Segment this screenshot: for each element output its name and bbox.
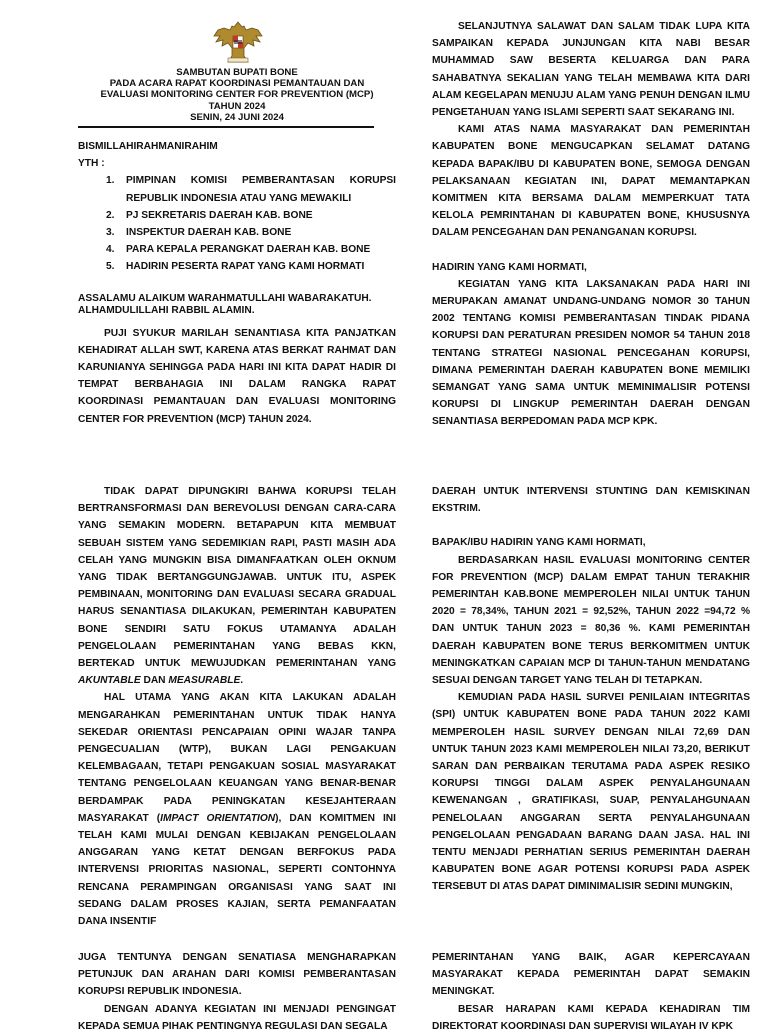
header-line-2: PADA ACARA RAPAT KOORDINASI PEMANTAUAN DAN — [109, 78, 365, 90]
paragraph: PUJI SYUKUR MARILAH SENANTIASA KITA PANJATKAN KEHADIRAT ALLAH SWT, KARENA ATAS BERKAT RAHMAT DAN KARUNIANYA SEHINGGA PADA HARI INI KITA DAPAT HADIR DI TEMPAT BERBAHAGIA INI DALAM RANGKA RAPAT KOORDINASI PEMANTAUAN DAN EVALUASI MONITORING CENTER FOR PREVENTION (MCP) TAHUN 2024. — [78, 327, 396, 425]
header-line-4: TAHUN 2024 — [208, 100, 266, 112]
header-line-5: SENIN, 24 JUNI 2024 — [190, 111, 284, 123]
paragraph: SELANJUTNYA SALAWAT DAN SALAM TIDAK LUPA KITA SAMPAIKAN KEPADA JUNJUNGAN KITA NABI BESAR MUHAMMAD SAW BESERTA KELUARGA DAN PARA SAHABATNYA SEKALIAN YANG TELAH MEMBAWA KITA DARI ALAM KEGELAPAN MENUJU ALAM YANG PENUH DENGAN ILMU PENGETAHUAN YANG ISLAMI SEPERTI SAAT SEKARANG INI. — [432, 21, 750, 119]
paragraph: JUGA TENTUNYA DENGAN SENATIASA MENGHARAPKAN PETUNJUK DAN ARAHAN DARI KOMISI PEMBERANTASAN KORUPSI REPUBLIK INDONESIA. — [78, 952, 396, 998]
header-rule — [78, 126, 374, 128]
paragraph: BESAR HARAPAN KAMI KEPADA KEHADIRAN TIM DIREKTORAT KOORDINASI DAN SUPERVISI WILAYAH IV KPK — [432, 1003, 750, 1032]
hamdalah-line: ALHAMDULILLAHI RABBIL ALAMIN. — [78, 304, 255, 316]
page3-right-column — [432, 949, 750, 1035]
paragraph: BERDASARKAN HASIL EVALUASI MONITORING CENTER FOR PREVENTION (MCP) DALAM EMPAT TAHUN TERAKHIR PEMERINTAH KAB.BONE MEMPEROLEH NILAI UNTUK TAHUN 2020 = 78,34%, TAHUN 2021 = 92,52%, TAHUN 2022 =94,72 % DAN UNTUK TAHUN 2023 = 80,36 %. KAMI PEMERINTAH DAERAH KABUPATEN BONE TERUS BERKOMITMEN UNTUK MENINGKATKAN CAPAIAN MCP DI TAHUN-TAHUN MENDATANG SESUAI DENGAN TARGET YANG TELAH DI TETAPKAN. — [432, 554, 750, 687]
paragraph: HAL UTAMA YANG AKAN KITA LAKUKAN ADALAH MENGARAHKAN PEMERINTAHAN UNTUK TIDAK HANYA SEKEDAR ORIENTASI PENCAPAIAN OPINI WAJAR TANPA PENGECUALIAN (WTP), BUKAN LAGI PENGAKUAN KELEMBAGAAN, TETAPI PENGAKUAN SOSIAL MASYARAKAT TENTANG PENGELOLAAN KEUANGAN YANG BENAR-BENAR BERDAMPAK PADA PENINGKATAN KESEJAHTERAAN MASYARAKAT (IMPACT ORIENTATION), DAN KOMITMEN INI TELAH KAMI MULAI DENGAN KEBIJAKAN PENGELOLAAN ANGGARAN YANG KETAT DENGAN BERFOKUS PADA INTERVENSI PRIORITAS NASIONAL, SEPERTI CONTOHNYA RENCANA PERAMPINGAN ORGANISASI YANG SAAT INI SEDANG DALAM PROSES KAJIAN, SERTA PEMANFAATAN DANA INSENTIF — [78, 692, 396, 928]
yth-label: YTH : — [78, 158, 105, 170]
paragraph: TIDAK DAPAT DIPUNGKIRI BAHWA KORUPSI TELAH BERTRANSFORMASI DAN BEREVOLUSI DENGAN CARA-CARA YANG SEMAKIN MODERN. BETAPAPUN KITA MEMBUAT SEBUAH SISTEM YANG SEDEMIKIAN RAPI, PASTI MASIH ADA CELAH YANG MUNGKIN BISA DIMANFAATKAN OLEH OKNUM YANG TIDAK BERTANGGUNGJAWAB. UNTUK ITU, ASPEK PEMBINAAN, MONITORING DAN EVALUASI SECARA GRADUAL HARUS SENANTIASA DILAKUKAN, PEMERINTAH KABUPATEN BONE SENDIRI SATU FOKUS UTAMANYA ADALAH PENGELOLAAN PEMERINTAHAN YANG BEBAS KKN, BERTEKAD UNTUK MEWUJUDKAN PEMERINTAHAN YANG AKUNTABLE DAN MEASURABLE. — [78, 486, 396, 687]
page1-right-column — [432, 18, 750, 431]
hadirin-greeting: HADIRIN YANG KAMI HORMATI, — [432, 261, 587, 273]
garuda-emblem-icon — [210, 18, 266, 66]
paragraph: KEGIATAN YANG KITA LAKSANAKAN PADA HARI INI MERUPAKAN AMANAT UNDANG-UNDANG NOMOR 30 TAHUN 2002 TENTANG KOMISI PEMBERANTASAN TINDAK PIDANA KORUPSI DAN PERATURAN PRESIDEN NOMOR 54 TAHUN 2018 TENTANG STRATEGI NASIONAL PENCEGAHAN KORUPSI, DIMANA PEMERINTAH DAERAH KABUPATEN BONE MEMILIKI SEMANGAT YANG SAMA UNTUK MEMINIMALISIR POTENSI KORUPSI DI LINGKUP PEMERINTAH DAERAH DENGAN SENANTIASA BERPEDOMAN PADA MCP KPK. — [432, 278, 750, 428]
page2-right-column — [432, 483, 750, 896]
speech-header — [78, 67, 396, 123]
page3-left-column — [78, 949, 396, 1035]
header-line-3: EVALUASI MONITORING CENTER FOR PREVENTION (MCP) — [100, 89, 374, 101]
addressee-list — [78, 172, 396, 275]
paragraph: KEMUDIAN PADA HASIL SURVEI PENILAIAN INTEGRITAS (SPI) UNTUK KABUPATEN BONE PADA TAHUN 2022 KAMI MEMPEROLEH HASIL SURVEY DENGAN NILAI 72,69 DAN UNTUK TAHUN 2023 KAMI MEMPEROLEH NILAI 73,20, BERIKUT SARAN DAN PERBAIKAN TERUTAMA PADA ASPEK RESIKO KORUPSI TINGGI DALAM ASPEK PENYALAHGUNAAN KEWENANGAN , GRATIFIKASI, SUAP, PENYALAHGUNAAN PENELOLAAN ANGGARAN SERTA PENYALAHGUNAAN PENGELOLAAN PENGADAAN BARANG DAAN JASA. HAL INI TENTU MENJADI PERHATIAN SERIUS PEMERINTAH DAERAH KABUPATEN BONE AGAR POTENSI KORUPSI PADA ASPEK TERSEBUT DI ATAS DAPAT DIMINIMALISIR SEDINI MUNGKIN, — [432, 692, 750, 893]
list-item: 5. HADIRIN PESERTA RAPAT YANG KAMI HORMATI — [106, 261, 365, 273]
salam-line: ASSALAMU ALAIKUM WARAHMATULLAHI WABARAKATUH. — [78, 292, 372, 304]
page2-left-column — [78, 483, 396, 930]
opening-basmalah: BISMILLAHIRAHMANIRAHIM — [78, 141, 218, 152]
list-item: 2. PJ SEKRETARIS DAERAH KAB. BONE — [106, 209, 313, 221]
list-item: 1. PIMPINAN KOMISI PEMBERANTASAN KORUPSI REPUBLIK INDONESIA ATAU YANG MEWAKILI — [106, 175, 396, 204]
header-line-1: SAMBUTAN BUPATI BONE — [176, 67, 298, 78]
list-item: 4. PARA KEPALA PERANGKAT DAERAH KAB. BONE — [106, 244, 371, 256]
list-item: 3. INSPEKTUR DAERAH KAB. BONE — [106, 227, 292, 239]
paragraph: PEMERINTAHAN YANG BAIK, AGAR KEPERCAYAAN MASYARAKAT KEPADA PEMERINTAH DAPAT SEMAKIN MENINGKAT. — [432, 952, 750, 998]
paragraph: DENGAN ADANYA KEGIATAN INI MENJADI PENGINGAT KEPADA SEMUA PIHAK PENTINGNYA REGULASI DAN SEGALA — [78, 1003, 396, 1032]
paragraph: DAERAH UNTUK INTERVENSI STUNTING DAN KEMISKINAN EKSTRIM. — [432, 486, 750, 515]
page1-left-column — [78, 138, 396, 428]
hadirin-greeting: BAPAK/IBU HADIRIN YANG KAMI HORMATI, — [432, 537, 646, 549]
paragraph: KAMI ATAS NAMA MASYARAKAT DAN PEMERINTAH KABUPATEN BONE MENGUCAPKAN SELAMAT DATANG KEPADA BAPAK/IBU DI KABUPATEN BONE, SEMOGA DENGAN PELAKSANAAN KEGIATAN INI, DAPAT MEMANTAPKAN KOMITMEN KITA BERSAMA DALAM MEMPERKUAT TATA KELOLA PEMRINTAHAN DI KABUPATEN BONE, KHUSUSNYA DALAM PENCEGAHAN DAN PENANGANAN KORUPSI. — [432, 124, 750, 239]
